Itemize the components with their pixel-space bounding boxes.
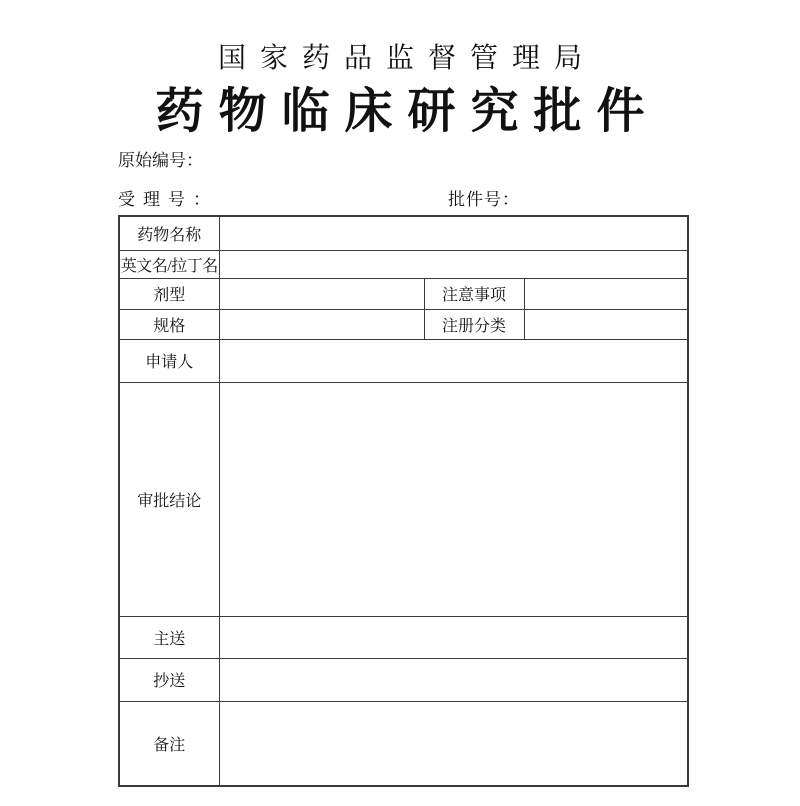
table-row	[119, 701, 688, 786]
field-value-english-latin-name	[219, 250, 688, 278]
field-label-approval-conclusion: 审批结论	[119, 382, 219, 616]
field-value-copy-to	[219, 658, 688, 701]
field-label-remarks: 备注	[119, 701, 219, 786]
table-row	[119, 278, 688, 309]
agency-name-heading: 国家药品监督管理局	[217, 43, 596, 74]
field-value-dosage-form	[219, 278, 424, 309]
field-label-dosage-form: 剂型	[119, 278, 219, 309]
field-label-specification: 规格	[119, 309, 219, 339]
table-row	[119, 216, 688, 250]
field-label-main-delivery: 主送	[119, 616, 219, 658]
table-row	[119, 658, 688, 701]
field-value-drug-name	[219, 216, 688, 250]
field-value-registration-category	[524, 309, 688, 339]
approval-number-label: 批件号：	[448, 190, 520, 209]
field-label-drug-name: 药物名称	[119, 216, 219, 250]
document-title: 药物临床研究批件	[155, 85, 660, 138]
field-label-precautions: 注意事项	[424, 278, 524, 309]
table-row	[119, 382, 688, 616]
table-row	[119, 339, 688, 382]
field-label-english-latin-name: 英文名/拉丁名	[119, 250, 219, 278]
field-value-specification	[219, 309, 424, 339]
field-value-remarks	[219, 701, 688, 786]
approval-form-table	[118, 215, 689, 787]
field-value-precautions	[524, 278, 688, 309]
table-row	[119, 250, 688, 278]
acceptance-number-label: 受理号：	[118, 190, 218, 209]
field-label-copy-to: 抄送	[119, 658, 219, 701]
field-label-registration-category: 注册分类	[424, 309, 524, 339]
field-value-applicant	[219, 339, 688, 382]
field-value-main-delivery	[219, 616, 688, 658]
table-row	[119, 616, 688, 658]
field-value-approval-conclusion	[219, 382, 688, 616]
table-row	[119, 309, 688, 339]
original-number-label: 原始编号：	[118, 151, 203, 170]
field-label-applicant: 申请人	[119, 339, 219, 382]
